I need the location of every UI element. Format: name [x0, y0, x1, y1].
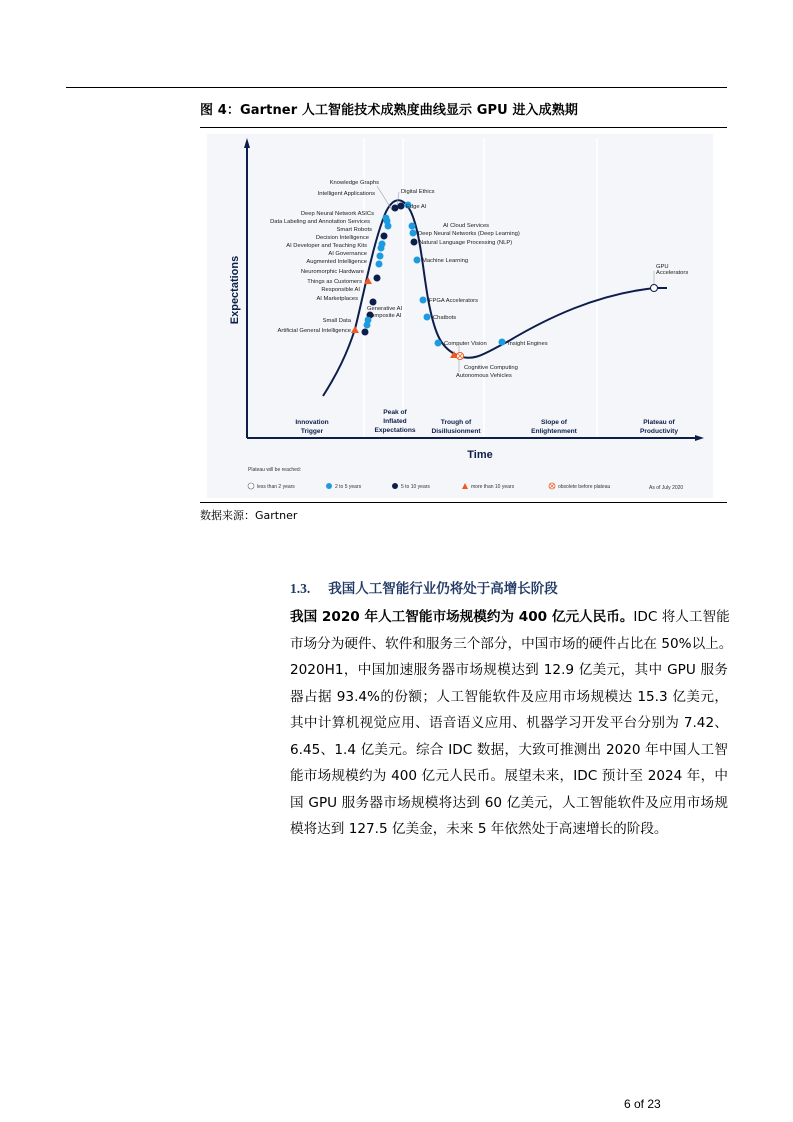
svg-text:Data Labeling and Annotation S: Data Labeling and Annotation Services	[270, 219, 370, 225]
figure-top-rule	[200, 127, 727, 128]
svg-text:Expectations: Expectations	[374, 427, 416, 434]
svg-text:Neuromorphic Hardware: Neuromorphic Hardware	[300, 269, 364, 275]
svg-text:Decision Intelligence: Decision Intelligence	[315, 235, 369, 241]
svg-text:GPU: GPU	[656, 264, 669, 270]
svg-text:Computer Vision: Computer Vision	[444, 341, 487, 347]
svg-text:Small Data: Small Data	[322, 318, 351, 324]
section-heading	[290, 577, 558, 597]
body-line: 模将达到 127.5 亿美金，未来 5 年依然处于高速增长的阶段。	[290, 821, 668, 837]
body-line: 市场分为硬件、软件和服务三个部分，中国市场的硬件占比在 50%以上。	[290, 635, 733, 652]
svg-text:5 to 10 years: 5 to 10 years	[401, 484, 430, 490]
svg-text:Accelerators: Accelerators	[656, 270, 689, 276]
body-line: 我国 2020 年人工智能市场规模约为 400 亿元人民币。IDC 将人工智能	[290, 609, 730, 625]
svg-text:Trough of: Trough of	[440, 419, 472, 426]
svg-text:AI Developer and Teaching Kits: AI Developer and Teaching Kits	[286, 243, 367, 249]
body-line: 2020H1，中国加速服务器市场规模达到 12.9 亿美元，其中 GPU 服务	[290, 662, 728, 678]
section-title: 我国人工智能行业仍将处于高增长阶段	[328, 581, 558, 597]
svg-text:2 to 5 years: 2 to 5 years	[335, 484, 362, 490]
svg-text:Inflated: Inflated	[383, 418, 407, 425]
svg-text:Artificial General Intelligenc: Artificial General Intelligence	[277, 328, 351, 334]
svg-text:AI Marketplaces: AI Marketplaces	[316, 296, 358, 302]
svg-text:AI Cloud Services: AI Cloud Services	[443, 223, 490, 229]
svg-text:Cognitive Computing: Cognitive Computing	[464, 365, 518, 371]
svg-text:more than 10 years: more than 10 years	[471, 484, 515, 490]
svg-text:obsolete before plateau: obsolete before plateau	[558, 484, 611, 490]
svg-text:Trigger: Trigger	[300, 428, 324, 435]
page-number: 6 of 23	[624, 1097, 661, 1111]
svg-text:Time: Time	[467, 449, 493, 461]
figure-bottom-rule	[200, 502, 727, 503]
body-line: 6.45、1.4 亿美元。综合 IDC 数据，大致可推测出 2020 年中国人工智	[290, 741, 728, 758]
body-line: 器占据 93.4%的份额；人工智能软件及应用市场规模达 15.3 亿美元，	[290, 688, 728, 705]
svg-text:Machine Learning: Machine Learning	[422, 258, 469, 264]
svg-text:Digital Ethics: Digital Ethics	[401, 189, 435, 195]
figure-source: 数据来源：Gartner	[200, 509, 298, 522]
svg-text:Deep Neural Networks (Deep Lea: Deep Neural Networks (Deep Learning)	[418, 231, 520, 237]
body-line: 国 GPU 服务器市场规模将达到 60 亿美元，人工智能软件及应用市场规	[290, 794, 728, 811]
svg-text:less than 2 years: less than 2 years	[257, 484, 295, 490]
svg-text:Productivity: Productivity	[639, 428, 679, 435]
svg-text:Augmented Intelligence: Augmented Intelligence	[306, 259, 367, 265]
header-rule	[66, 87, 727, 88]
body-paragraph	[290, 604, 733, 843]
svg-text:Chatbots: Chatbots	[433, 315, 457, 321]
svg-text:Peak of: Peak of	[383, 409, 407, 416]
section-number: 1.3.	[290, 581, 311, 596]
svg-text:As of July 2020: As of July 2020	[649, 485, 684, 491]
svg-text:Edge AI: Edge AI	[406, 204, 427, 210]
svg-text:Disillusionment: Disillusionment	[431, 428, 481, 435]
svg-text:Knowledge Graphs: Knowledge Graphs	[329, 180, 379, 186]
svg-text:Slope of: Slope of	[540, 419, 568, 426]
svg-text:Generative AI: Generative AI	[367, 306, 403, 312]
svg-text:Innovation: Innovation	[295, 419, 329, 426]
lead-sentence: 我国 2020 年人工智能市场规模约为 400 亿元人民币。	[290, 609, 634, 625]
hype-cycle-chart	[207, 134, 713, 498]
svg-text:Intelligent Applications: Intelligent Applications	[317, 191, 375, 197]
svg-text:Smart Robots: Smart Robots	[336, 227, 372, 233]
svg-text:Insight Engines: Insight Engines	[508, 341, 548, 347]
svg-text:Plateau will be reached:: Plateau will be reached:	[248, 467, 302, 473]
body-line: 其中计算机视觉应用、语音语义应用、机器学习开发平台分别为 7.42、	[290, 715, 728, 731]
svg-text:Composite AI: Composite AI	[367, 313, 402, 319]
svg-text:FPGA Accelerators: FPGA Accelerators	[429, 298, 478, 304]
svg-text:Plateau of: Plateau of	[643, 419, 675, 426]
body-line: 能市场规模约为 400 亿元人民币。展望未来，IDC 预计至 2024 年，中	[290, 768, 728, 784]
svg-text:Deep Neural Network ASICs: Deep Neural Network ASICs	[300, 211, 374, 217]
svg-text:Autonomous Vehicles: Autonomous Vehicles	[456, 373, 512, 379]
y-axis-label: Expectations	[229, 255, 241, 325]
svg-text:AI Governance: AI Governance	[328, 251, 367, 257]
svg-text:Enlightenment: Enlightenment	[531, 428, 577, 435]
svg-text:Natural Language Processing (N: Natural Language Processing (NLP)	[419, 240, 513, 246]
svg-text:Things as Customers: Things as Customers	[307, 279, 362, 285]
svg-text:Responsible AI: Responsible AI	[321, 287, 360, 293]
figure-title: 图 4：Gartner 人工智能技术成熟度曲线显示 GPU 进入成熟期	[200, 103, 578, 118]
